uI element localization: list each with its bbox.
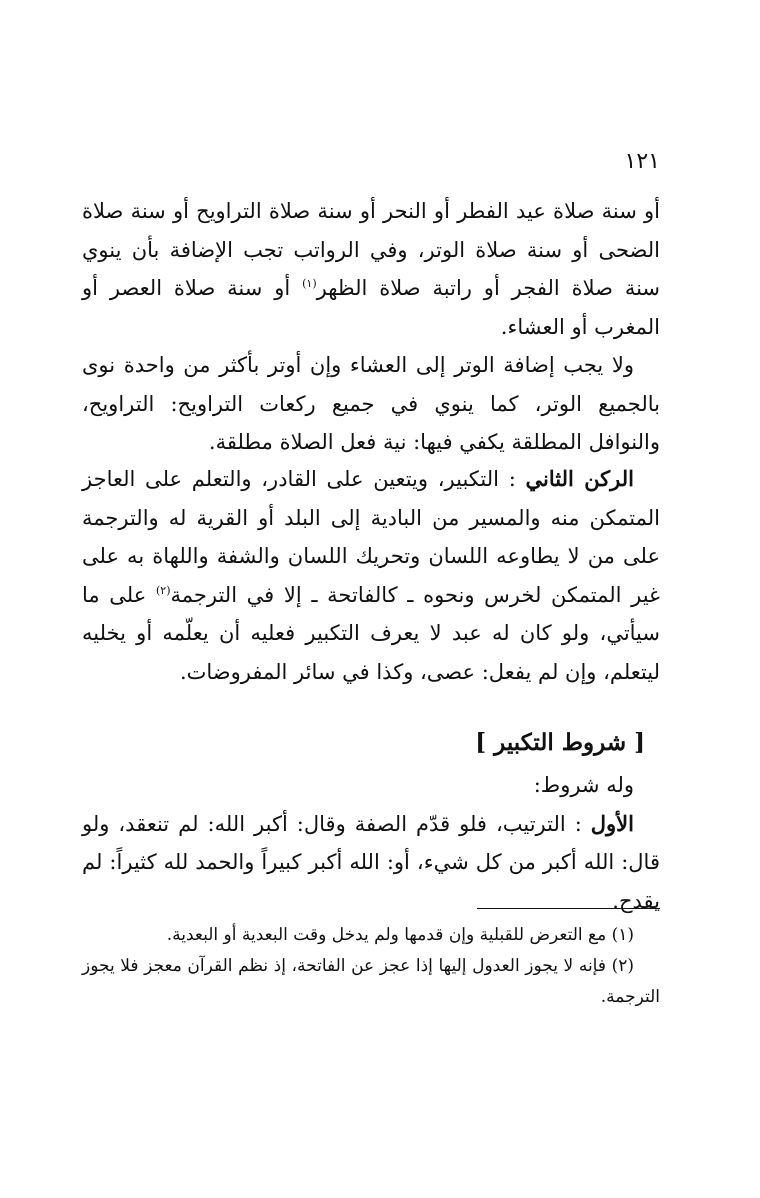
footnote-1: (١) مع التعرض للقبلية وإن قدمها ولم يدخل وقت البعدية أو البعدية.: [166, 925, 634, 945]
footnotes: [82, 920, 660, 1013]
paragraph-1-text-after: أو سنة صلاة العصر أو المغرب أو العشاء.: [82, 276, 660, 339]
paragraph-3-text-after: على ما سيأتي، ولو كان له عبد لا يعرف التكبير فعليه أن يعلّمه أو يخليه ليتعلم، وإن لم يفعل: عصى، وكذا في سائر المفروضات.: [82, 582, 660, 684]
footnote-2: (٢) فإنه لا يجوز العدول إليها إذا عجز عن الفاتحة، إذ نظم القرآن معجز فلا يجوز الترجمة.: [82, 956, 660, 1007]
section-heading: [ شروط التكبير ]: [475, 729, 645, 756]
paragraph-1-text: أو سنة صلاة عيد الفطر أو النحر أو سنة صلاة التراويح أو سنة صلاة الضحى أو سنة صلاة الوتر، وفي الرواتب تجب الإضافة بأن ينوي سنة صلاة الفجر أو راتبة صلاة الظهر: [82, 199, 661, 300]
page-number: ١٢١: [624, 149, 660, 174]
paragraph-2: [82, 346, 660, 462]
condition-first: [82, 805, 660, 921]
condition-first-label: الأول: [590, 810, 634, 836]
footnote-ref-2[interactable]: (٢): [155, 583, 171, 597]
conditions-block: [82, 766, 660, 920]
condition-first-text: : الترتيب، فلو قدّم الصفة وقال: أكبر الله: لم تنعقد، ولو قال: الله أكبر من كل شيء، أو: الله أكبر كبيراً والحمد لله كثيراً: لم يقدح.: [82, 811, 660, 913]
paragraph-3-text: : التكبير، ويتعين على القادر، والتعلم على العاجز المتمكن منه والمسير من البادية إلى البلد أو القرية له والترجمة على من لا يطاوعه اللسان وتحريك اللسان والشفة واللهاة به على غير المتمكن لخرس ونحوه ـ كالفاتحة ـ إلا في الترجمة: [82, 467, 661, 607]
paragraph-3: [82, 460, 660, 691]
paragraph-1: [82, 192, 660, 346]
pillar-label: الركن الثاني: [525, 466, 635, 491]
footnote-ref-1[interactable]: (١): [302, 277, 317, 290]
paragraph-2-text: ولا يجب إضافة الوتر إلى العشاء وإن أوتر بأكثر من واحدة نوى بالجميع الوتر، كما ينوي في جميع ركعات التراويح: التراويح، والنوافل المطلقة يكفي فيها: نية فعل الصلاة مطلقة.: [82, 353, 660, 454]
footnote-divider: [477, 908, 660, 909]
conditions-intro: وله شروط:: [533, 773, 634, 797]
